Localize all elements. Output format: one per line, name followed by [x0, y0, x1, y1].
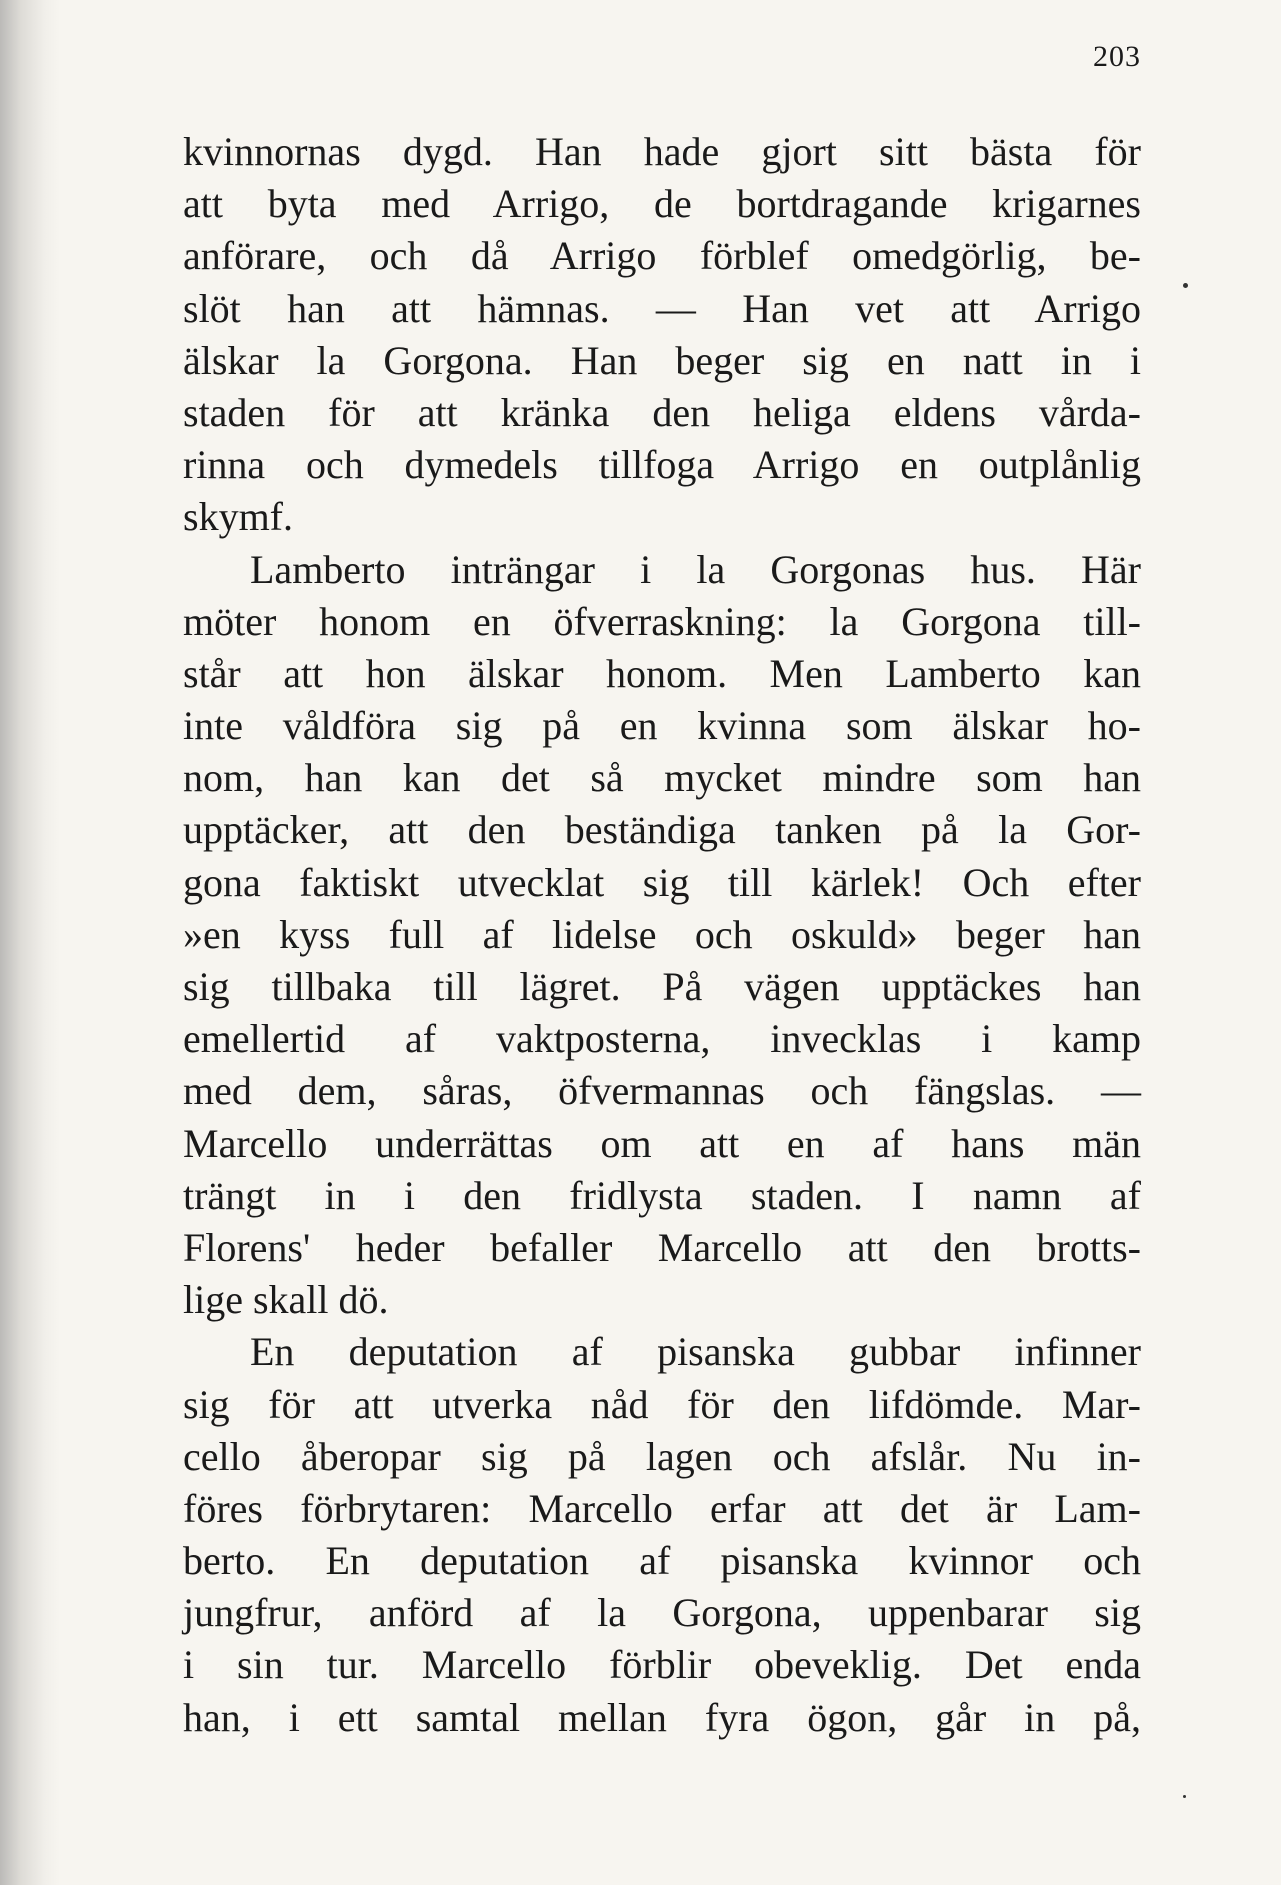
text-line: »en kyss full af lidelse och oskuld» beger han: [183, 911, 1141, 957]
text-line: föres förbrytaren: Marcello erfar att det är Lam-: [183, 1485, 1141, 1531]
text-line: emellertid af vaktposterna, invecklas i kamp: [183, 1016, 1141, 1062]
text-line: sig för att utverka nåd för den lifdömde. Mar-: [183, 1381, 1141, 1427]
text-line: staden för att kränka den heliga eldens vårda-: [183, 389, 1141, 435]
text-line: Florens' heder befaller Marcello att den brotts-: [183, 1224, 1141, 1270]
body-text: [183, 126, 1141, 1744]
text-line: Marcello underrättas om att en af hans män: [183, 1120, 1141, 1166]
text-line: inte våldföra sig på en kvinna som älskar ho-: [183, 703, 1141, 749]
stray-ink-mark: [1183, 283, 1188, 288]
text-line: lige skall dö.: [183, 1277, 389, 1323]
text-line: slöt han att hämnas. — Han vet att Arrigo: [183, 285, 1141, 331]
text-line: står att hon älskar honom. Men Lamberto kan: [183, 650, 1141, 696]
text-line: sig tillbaka till lägret. På vägen upptäckes han: [183, 964, 1141, 1009]
text-line: gona faktiskt utvecklat sig till kärlek! Och efter: [183, 859, 1141, 905]
text-line: älskar la Gorgona. Han beger sig en natt in i: [183, 337, 1141, 383]
text-line: med dem, såras, öfvermannas och fängslas. —: [183, 1068, 1141, 1114]
page-number: 203: [1093, 40, 1141, 73]
stray-ink-mark: [1183, 1795, 1186, 1798]
text-line: anförare, och då Arrigo förblef omedgörlig, be-: [183, 233, 1141, 279]
text-line: nom, han kan det så mycket mindre som han: [183, 755, 1141, 801]
text-line: kvinnornas dygd. Han hade gjort sitt bästa för: [183, 129, 1141, 174]
text-line: skymf.: [183, 494, 293, 540]
text-line: cello åberopar sig på lagen och afslår. Nu in-: [183, 1433, 1141, 1479]
text-line: trängt in i den fridlysta staden. I namn af: [183, 1172, 1141, 1218]
text-line: rinna och dymedels tillfoga Arrigo en outplånlig: [183, 442, 1141, 488]
text-line: han, i ett samtal mellan fyra ögon, går in på,: [183, 1694, 1141, 1740]
page-gutter-shadow: [0, 0, 60, 1885]
paragraph-start-line: Lamberto inträngar i la Gorgonas hus. Här: [250, 546, 1141, 592]
text-line: berto. En deputation af pisanska kvinnor och: [183, 1538, 1141, 1584]
text-line: i sin tur. Marcello förblir obeveklig. Det enda: [183, 1642, 1141, 1688]
text-line: upptäcker, att den beständiga tanken på la Gor-: [183, 807, 1141, 853]
text-line: att byta med Arrigo, de bortdragande krigarnes: [183, 181, 1141, 227]
paragraph-start-line: En deputation af pisanska gubbar infinner: [250, 1329, 1141, 1375]
text-line: jungfrur, anförd af la Gorgona, uppenbarar sig: [183, 1590, 1141, 1636]
text-line: möter honom en öfverraskning: la Gorgona till-: [183, 598, 1141, 644]
